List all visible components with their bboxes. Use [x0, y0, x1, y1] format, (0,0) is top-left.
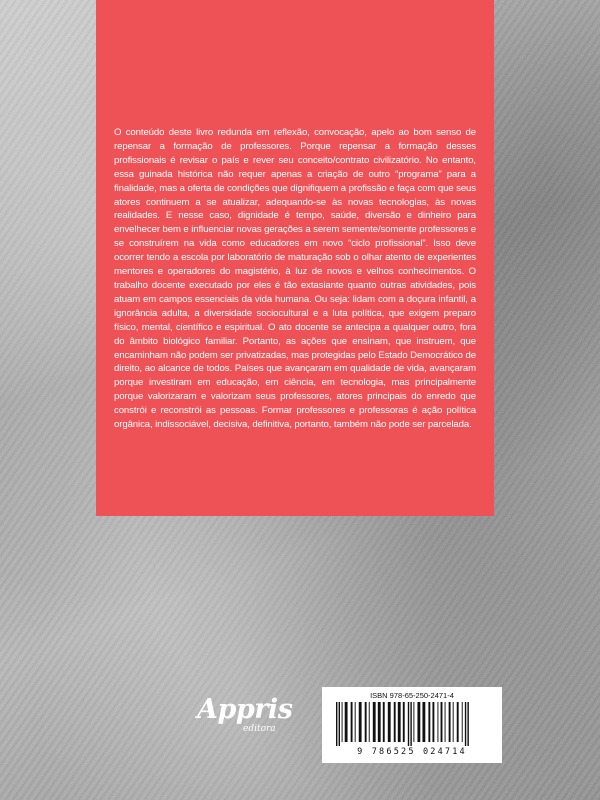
publisher-logo — [197, 694, 293, 744]
isbn-barcode — [322, 687, 502, 763]
publisher-name: Appris — [197, 694, 293, 725]
publisher-sub: editora — [243, 724, 276, 734]
text-panel — [96, 0, 494, 516]
barcode-bars — [332, 702, 492, 746]
isbn-label: ISBN 978-65-250-2471-4 — [370, 691, 454, 700]
back-cover-blurb: O conteúdo deste livro redunda em reflexão, convocação, apelo ao bom senso de repensar a formação de professores. Porque repensar a formação desses profissionais é revisar o país e rever seu conceito/contrato civilizatório. No entanto, essa guinada histórica não requer apenas a criação de outro “programa” para a finalidade, mas a oferta de condições que dignifiquem a profissão e faça com que seus atores continuem a se atualizar, adequando-se às novas tecnologias, às novas realidades. E nesse caso, dignidade é tempo, saúde, diversão e dinheiro para envelhecer bem e influenciar novas gerações a serem semente/somente professores e se construírem na vida como educadores em novo “ciclo profissional”. Isso deve ocorrer tendo a escola por laboratório de maturação sob o olhar atento de experientes mentores e operadores do magistério, à luz de novos e velhos conhecimentos. O trabalho docente executado por eles é tão extasiante quanto outras atividades, pois atuam em campos essenciais da vida humana. Ou seja: lidam com a doçura infantil, a ignorância adulta, a diversidade sociocultural e a luta política, que exigem preparo físico, mental, científico e espiritual. O ato docente se antecipa a qualquer outro, fora do âmbito biológico familiar. Portanto, as ações que ensinam, que instruem, que encaminham não podem ser privatizadas, mas protegidas pelo Estado Democrático de direito, ao alcance de todos. Países que avançaram em qualidade de vida, avançaram porque investiram em educação, em ciência, em tecnologia, mas principalmente porque valorizaram e valorizam seus professores, atores principais do enredo que constrói e reconstrói as pessoas. Formar professores e professoras é ação política orgânica, indissociável, decisiva, definitiva, portanto, também não pode ser parcelada. — [114, 127, 476, 431]
barcode-number: 9 786525 024714 — [357, 747, 467, 757]
